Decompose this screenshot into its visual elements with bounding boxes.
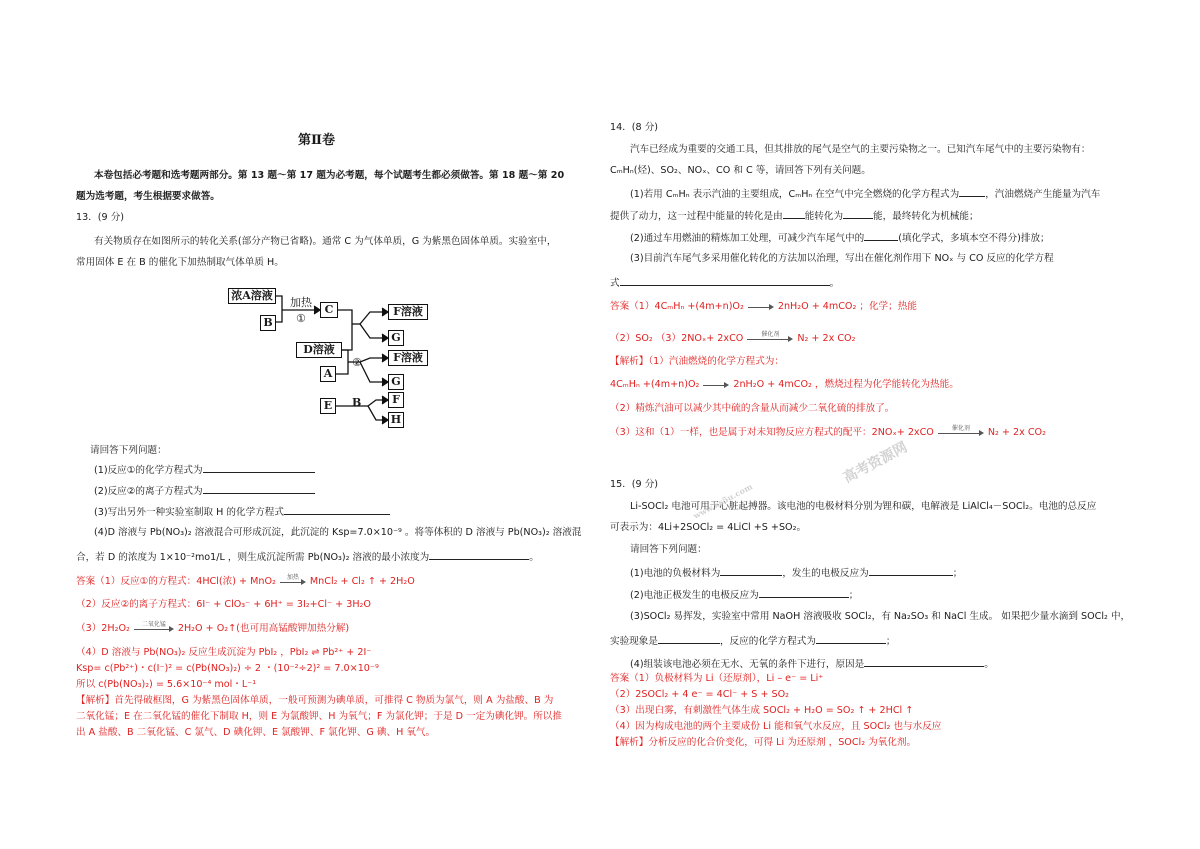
q15-part2: (2)电池正极发生的电极反应为 ； — [630, 587, 858, 603]
section-intro-line1: 本卷包括必考题和选考题两部分。第 13 题～第 17 题为必考题，每个试题考生都必须做答。第 18 题～第 20 — [94, 170, 565, 181]
label-heat: 加热 — [290, 296, 312, 309]
q13-part4-line1: (4)D 溶液与 Pb(NO₃)₂ 溶液混合可形成沉淀，此沉淀的 Ksp=7.0×10⁻⁹ 。将等体积的 D 溶液与 Pb(NO₃)₂ 溶液混 — [94, 527, 582, 538]
label-reaction-2: ② — [352, 356, 362, 369]
q15-answer-3: （3）出现白雾，有刺激性气体生成 SOCl₂ + H₂O = SO₂ ↑ + 2HCl ↑ — [610, 705, 914, 716]
section-title: 第Ⅱ卷 — [298, 133, 335, 148]
answer-blank[interactable] — [620, 275, 830, 286]
q13-text-line2: 常用固体 E 在 B 的催化下加热制取气体单质 H。 — [76, 257, 284, 268]
q13-answer-1: 答案（1）反应①的方程式：4HCl(浓) + MnO₂ 加热 MnCl₂ + Cl₂ ↑ + 2H₂O — [76, 574, 415, 587]
q14-part3-line1: (3)目前汽车尾气多采用催化转化的方法加以治理，写出在催化剂作用下 NOₓ 与 CO 反应的化学方程 — [630, 253, 1054, 264]
q13-part2: (2)反应②的离子方程式为 — [94, 483, 315, 499]
q14-part3-line2: 式 。 — [610, 275, 839, 291]
box-f-solution-2: F溶液 — [388, 350, 428, 366]
box-g-1: G — [388, 330, 404, 346]
q15-part3-line2: 实验现象是 ，反应的化学方程式为 ； — [610, 633, 896, 649]
label-reaction-1: ① — [296, 312, 306, 325]
box-c: C — [320, 302, 338, 318]
q14-analysis-1: 4CₘHₙ +(4m+n)O₂ 2nH₂O + 4mCO₂ ，燃烧过程为化学能转化为热能。 — [610, 379, 959, 390]
answer-blank[interactable] — [864, 656, 984, 667]
box-b: B — [260, 315, 276, 331]
answer-blank[interactable] — [843, 208, 873, 219]
q14-answer-2: （2）SO₂ （3）2NOₓ+ 2xCO 催化剂 N₂ + 2x CO₂ — [610, 331, 856, 344]
label-b-catalyst: B — [352, 396, 362, 409]
answer-blank[interactable] — [720, 565, 782, 576]
q14-part1-line2: 提供了动力，这一过程中能量的转化是由 能转化为 能，最终转化为机械能； — [610, 208, 979, 224]
box-conc-a-solution: 浓A溶液 — [228, 288, 276, 304]
q14-part1-line1: (1)若用 CₘHₙ 表示汽油的主要组成，CₘHₙ 在空气中完全燃烧的化学方程式为 ，汽油燃烧产生能量为汽车 — [630, 186, 1100, 202]
reaction-arrow-icon: 催化剂 — [938, 427, 984, 437]
q15-analysis: 【解析】分析反应的化合价变化，可得 Li 为还原剂 ，SOCl₂ 为氧化剂。 — [610, 737, 917, 748]
q14-analysis-0: 【解析】（1）汽油燃烧的化学方程式为： — [610, 356, 784, 367]
answer-blank[interactable] — [759, 587, 849, 598]
box-e: E — [320, 398, 336, 414]
reaction-arrow-icon — [703, 379, 729, 389]
answer-blank[interactable] — [864, 230, 898, 241]
reaction-arrow-icon: 催化剂 — [747, 333, 793, 343]
watermark-url: www.ks5u.com — [691, 481, 755, 521]
q14-answer-1: 答案（1）4CₘHₙ +(4m+n)O₂ 2nH₂O + 4mCO₂ ；化学；热能 — [610, 301, 917, 312]
answer-blank[interactable] — [658, 633, 720, 644]
q13-text-line1: 有关物质存在如图所示的转化关系(部分产物已省略)。通常 C 为气体单质，G 为紫黑色固体单质。实验室中， — [94, 236, 557, 247]
q13-header: 13．(9 分) — [76, 212, 125, 223]
q14-header: 14．(8 分) — [610, 122, 659, 133]
q14-analysis-3: （3）这和（1）一样，也是属于对未知物反应方程式的配平：2NOₓ+ 2xCO 催化剂 N₂ + 2x CO₂ — [610, 425, 1046, 438]
watermark-logo-text: 高考资源网 — [840, 439, 911, 487]
q15-prompt: 请回答下列问题： — [630, 544, 707, 555]
q15-text-line2: 可表示为：4Li+2SOCl₂ = 4LiCl +S +SO₂。 — [610, 522, 807, 533]
q14-analysis-2: （2）精炼汽油可以减少其中硫的含量从而减少二氧化硫的排放了。 — [610, 403, 895, 414]
q14-text-line2: CₘHₙ(烃)、SO₂、NOₓ、CO 和 C 等，请回答下列有关问题。 — [610, 165, 871, 176]
box-h: H — [388, 412, 404, 428]
q13-part1: (1)反应①的化学方程式为 — [94, 462, 315, 478]
box-a: A — [320, 366, 336, 382]
answer-blank[interactable] — [203, 462, 315, 473]
q13-answer-2: （2）反应②的离子方程式：6I⁻ + ClO₃⁻ + 6H⁺ = 3I₂+Cl⁻ + 3H₂O — [76, 599, 371, 610]
q13-part3: (3)写出另外一种实验室制取 H 的化学方程式 — [94, 504, 390, 520]
answer-blank[interactable] — [429, 549, 529, 560]
q15-header: 15．(9 分) — [610, 479, 659, 490]
q15-part1: (1)电池的负极材料为 ，发生的电极反应为 ； — [630, 565, 962, 581]
answer-blank[interactable] — [816, 633, 886, 644]
box-f-solution-1: F溶液 — [388, 304, 428, 320]
section-intro-line2: 题为选考题，考生根据要求做答。 — [76, 191, 220, 202]
q13-prompt: 请回答下列问题： — [90, 445, 167, 456]
answer-blank[interactable] — [284, 504, 390, 515]
q13-answer-4a: （4）D 溶液与 Pb(NO₃)₂ 反应生成沉淀为 PbI₂ ，PbI₂ ⇌ Pb²⁺ + 2I⁻ — [76, 647, 372, 658]
q13-analysis-1: 【解析】首先得破框图，G 为紫黑色固体单质，一般可预测为碘单质，可推得 C 物质为氯气，则 A 为盐酸、B 为 — [76, 695, 554, 706]
answer-blank[interactable] — [783, 208, 805, 219]
q13-part4-line2: 合，若 D 的浓度为 1×10⁻²mo1/L ，则生成沉淀所需 Pb(NO₃)₂ 溶液的最小浓度为 。 — [76, 549, 539, 565]
reaction-arrow-icon: 加热 — [280, 576, 306, 586]
box-f: F — [388, 392, 404, 408]
q13-answer-3: （3）2H₂O₂ 二氧化锰 2H₂O + O₂↑(也可用高锰酸钾加热分解) — [76, 621, 350, 634]
box-g-2: G — [388, 374, 404, 390]
q15-answer-2: （2）2SOCl₂ + 4 e⁻ = 4Cl⁻ + S + SO₂ — [610, 689, 790, 700]
q15-part3-line1: (3)SOCl₂ 易挥发，实验室中常用 NaOH 溶液吸收 SOCl₂，有 Na₂SO₃ 和 NaCl 生成。 如果把少量水滴到 SOCl₂ 中， — [630, 611, 1131, 622]
reaction-arrow-icon: 二氧化锰 — [134, 623, 174, 633]
answer-blank[interactable] — [203, 483, 315, 494]
box-d-solution: D溶液 — [296, 342, 342, 358]
q13-answer-4c: 所以 c(Pb(NO₃)₂) = 5.6×10⁻⁴ mol・L⁻¹ — [76, 679, 257, 690]
answer-blank[interactable] — [869, 565, 953, 576]
reaction-flow-diagram — [220, 286, 500, 436]
q15-part4: (4)组装该电池必须在无水、无氧的条件下进行，原因是 。 — [630, 656, 994, 672]
answer-blank[interactable] — [959, 186, 985, 197]
q14-text-line1: 汽车已经成为重要的交通工具，但其排放的尾气是空气的主要污染物之一。已知汽车尾气中的主要污染物有： — [630, 144, 1091, 155]
q15-answer-1: 答案（1）负极材料为 Li（还原剂），Li – e⁻ = Li⁺ — [610, 673, 824, 684]
q13-analysis-3: 出 A 盐酸、B 二氧化锰、C 氯气、D 碘化钾、E 氯酸钾、F 氯化钾、G 碘、H 氧气。 — [76, 727, 436, 738]
q13-analysis-2: 二氧化锰；E 在二氧化锰的催化下制取 H，则 E 为氯酸钾、H 为氧气；F 为氯化钾；于是 D 一定为碘化钾。所以推 — [76, 711, 562, 722]
q15-text-line1: Li-SOCl₂ 电池可用于心脏起搏器。该电池的电极材料分别为锂和碳，电解液是 LiAlCl₄－SOCl₂。电池的总反应 — [630, 501, 1097, 512]
q13-answer-4b: Ksp= c(Pb²⁺)・c(I⁻)² = c(Pb(NO₃)₂) ÷ 2 ・(10⁻²÷2)² = 7.0×10⁻⁹ — [76, 663, 379, 674]
reaction-arrow-icon — [748, 301, 774, 311]
q15-answer-4: （4）因为构成电池的两个主要成份 Li 能和氧气水反应，且 SOCl₂ 也与水反应 — [610, 721, 942, 732]
q14-part2: (2)通过车用燃油的精炼加工处理，可减少汽车尾气中的 (填化学式，多填本空不得分)排放； — [630, 230, 1050, 246]
